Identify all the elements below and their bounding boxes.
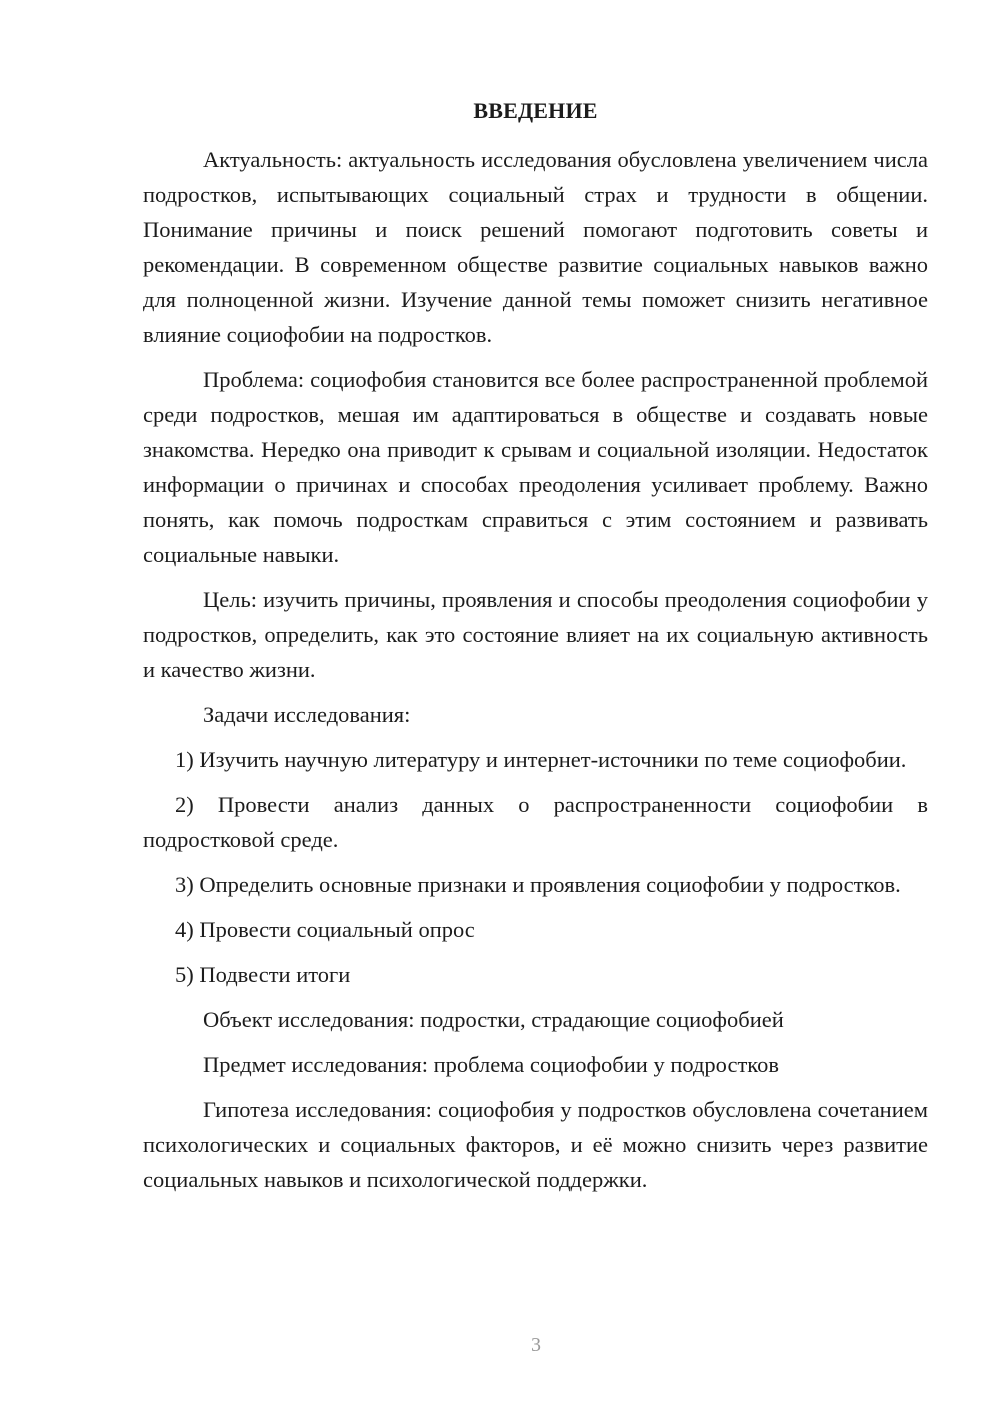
tasks-heading: Задачи исследования: [203,702,411,727]
page-title: ВВЕДЕНИЕ [473,98,598,123]
relevance-paragraph: Актуальность: актуальность исследования обусловлена увеличением числа подростков, испытывающих социальный страх и трудности в общении. Понимание причины и поиск решений помогают подготовить советы и рекомендации. В современном обществе развитие социальных навыков важно для полноценной жизни. Изучение данной темы поможет снизить негативное влияние социофобии на подростков. [143,147,928,347]
task-item: 5) Подвести итоги [175,962,351,987]
problem-paragraph: Проблема: социофобия становится все более распространенной проблемой среди подростков, мешая им адаптироваться в обществе и создавать новые знакомства. Нередко она приводит к срывам и социальной изоляции. Недостаток информации о причинах и способах преодоления усиливает проблему. Важно понять, как помочь подросткам справиться с этим состоянием и развивать социальные навыки. [143,367,928,567]
research-object: Объект исследования: подростки, страдающие социофобией [203,1007,784,1032]
page-number: 3 [531,1334,541,1356]
document-body [143,142,928,1207]
task-item: 1) Изучить научную литературу и интернет-источники по теме социофобии. [175,747,907,772]
task-item: 4) Провести социальный опрос [175,917,475,942]
research-subject: Предмет исследования: проблема социофобии у подростков [203,1052,779,1077]
task-item: 3) Определить основные признаки и проявления социофобии у подростков. [175,872,901,897]
research-hypothesis: Гипотеза исследования: социофобия у подростков обусловлена сочетанием психологических и социальных факторов, и её можно снизить через развитие социальных навыков и психологической поддержки. [143,1097,928,1192]
task-item: 2) Провести анализ данных о распространенности социофобии в подростковой среде. [143,792,928,852]
goal-paragraph: Цель: изучить причины, проявления и способы преодоления социофобии у подростков, определить, как это состояние влияет на их социальную активность и качество жизни. [143,587,928,682]
